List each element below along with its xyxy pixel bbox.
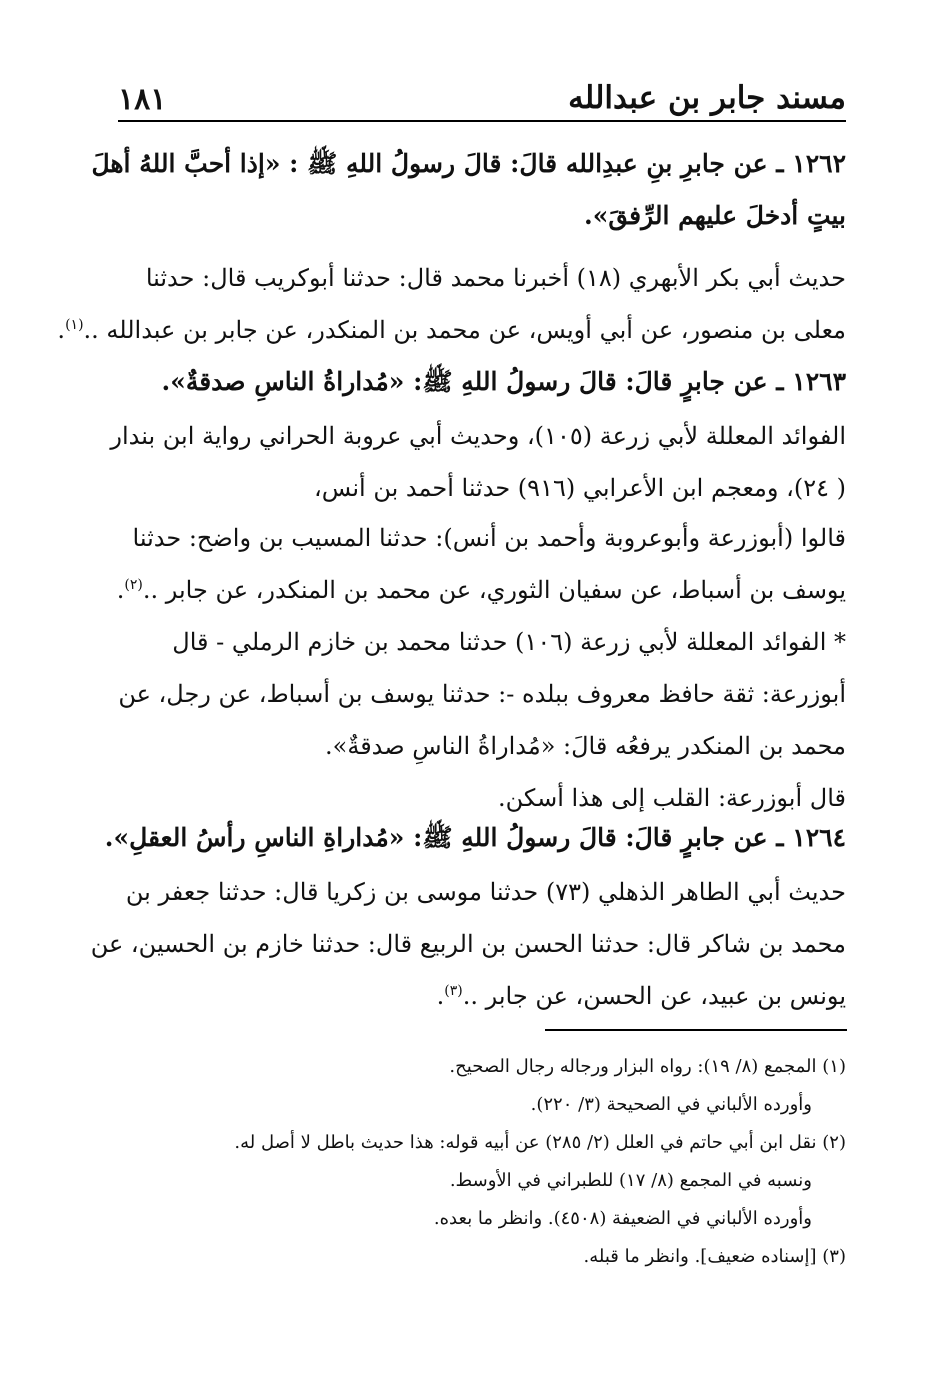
- source-text: الفوائد المعللة لأبي زرعة (١٠٥)، وحديث أبي عروبة الحراني رواية ابن بندار: [110, 422, 846, 450]
- footnote-ref-2[interactable]: (٢): [124, 577, 143, 593]
- footnote-2-cont: وأورده الألباني في الضعيفة (٤٥٠٨). وانظر ما بعده.: [433, 1208, 812, 1229]
- source-text: حديث أبي الطاهر الذهلي (٧٣) حدثنا موسى بن زكريا قال: حدثنا جعفر بن: [125, 878, 846, 906]
- source-1263-b: [118, 512, 846, 616]
- source-1264: [90, 866, 846, 1022]
- footnote-1-cont: وأورده الألباني في الصحيحة (٣/ ٢٢٠).: [530, 1094, 812, 1115]
- source-text: قالوا (أبوزرعة وأبوعروبة وأحمد بن أنس): حدثنا المسيب بن واضح: حدثنا: [132, 524, 846, 552]
- note-text: أبوزرعة: ثقة حافظ معروف ببلده -: حدثنا يوسف بن أسباط، عن رجل، عن: [118, 680, 846, 708]
- note-text: * الفوائد المعللة لأبي زرعة (١٠٦) حدثنا محمد بن خازم الرملي - قال: [172, 628, 846, 656]
- note-text: قال أبوزرعة: القلب إلى هذا أسكن.: [497, 784, 846, 812]
- footnote-2: (٢) نقل ابن أبي حاتم في العلل (٢/ ٢٨٥) عن أبيه قوله: هذا حديث باطل لا أصل له.: [234, 1132, 846, 1153]
- note-1263: [118, 616, 846, 824]
- footnote-ref-3[interactable]: (٣): [444, 983, 463, 999]
- footnote-2-cont: ونسبه في المجمع (٨/ ١٧) للطبراني في الأوسط.: [449, 1170, 812, 1191]
- hadith-text: ١٢٦٢ ـ عن جابرِ بنِ عبدِالله قالَ: قالَ رسولُ اللهِ ﷺ : «إذا أحبَّ اللهُ أهلَ: [91, 149, 846, 178]
- source-text-with-ref: معلى بن منصور، عن أبي أويس، عن محمد بن المنكدر، عن جابر بن عبدالله ..$^{(١)}$.: [57, 316, 846, 344]
- source-1262: [57, 252, 846, 356]
- hadith-text: بيتٍ أدخلَ عليهم الرِّفقَ».: [583, 201, 846, 230]
- hadith-1262: [91, 138, 846, 242]
- page-number: ١٨١: [118, 82, 167, 117]
- page-header: [118, 78, 846, 122]
- source-text: يونس بن عبيد، عن الحسن، عن جابر ..: [462, 982, 846, 1010]
- source-text-with-ref: يوسف بن أسباط، عن سفيان الثوري، عن محمد بن المنكدر، عن جابر ..$^{(٢)}$.: [116, 576, 846, 604]
- footnote-ref-1[interactable]: (١): [65, 317, 84, 333]
- source-text: محمد بن شاكر قال: حدثنا الحسن بن الربيع قال: حدثنا خازم بن الحسين، عن: [90, 930, 846, 958]
- source-text-with-ref: يونس بن عبيد، عن الحسن، عن جابر ..$^{(٣)}$.: [436, 982, 846, 1010]
- running-title: مسند جابر بن عبدالله: [568, 80, 846, 116]
- footnote-separator: [545, 1029, 847, 1031]
- hadith-text: ١٢٦٤ ـ عن جابرٍ قالَ: قالَ رسولُ اللهِ ﷺ: «مُداراةِ الناسِ رأسُ العقلِ».: [104, 823, 846, 852]
- source-text: معلى بن منصور، عن أبي أويس، عن محمد بن المنكدر، عن جابر بن عبدالله ..: [83, 316, 846, 344]
- source-text: ( ٢٤)، ومعجم ابن الأعرابي (٩١٦) حدثنا أحمد بن أنس،: [314, 474, 846, 502]
- source-1263-a: [110, 410, 846, 514]
- hadith-1264: [104, 812, 846, 864]
- footnotes: [160, 1048, 846, 1276]
- hadith-1263: [118, 356, 846, 408]
- header-rule: [118, 120, 846, 122]
- source-text: يوسف بن أسباط، عن سفيان الثوري، عن محمد بن المنكدر، عن جابر ..: [142, 576, 846, 604]
- hadith-text: ١٢٦٣ ـ عن جابرٍ قالَ: قالَ رسولُ اللهِ ﷺ: «مُداراةُ الناسِ صدقةٌ».: [161, 367, 846, 396]
- footnote-3: (٣) [إسناده ضعيف]. وانظر ما قبله.: [583, 1246, 846, 1267]
- footnote-1: (١) المجمع (٨/ ١٩): رواه البزار ورجاله رجال الصحيح.: [449, 1056, 846, 1077]
- source-text: حديث أبي بكر الأبهري (١٨) أخبرنا محمد قال: حدثنا أبوكريب قال: حدثنا: [145, 264, 846, 292]
- note-text: محمد بن المنكدر يرفعُه قالَ: «مُداراةُ الناسِ صدقةٌ».: [325, 732, 846, 760]
